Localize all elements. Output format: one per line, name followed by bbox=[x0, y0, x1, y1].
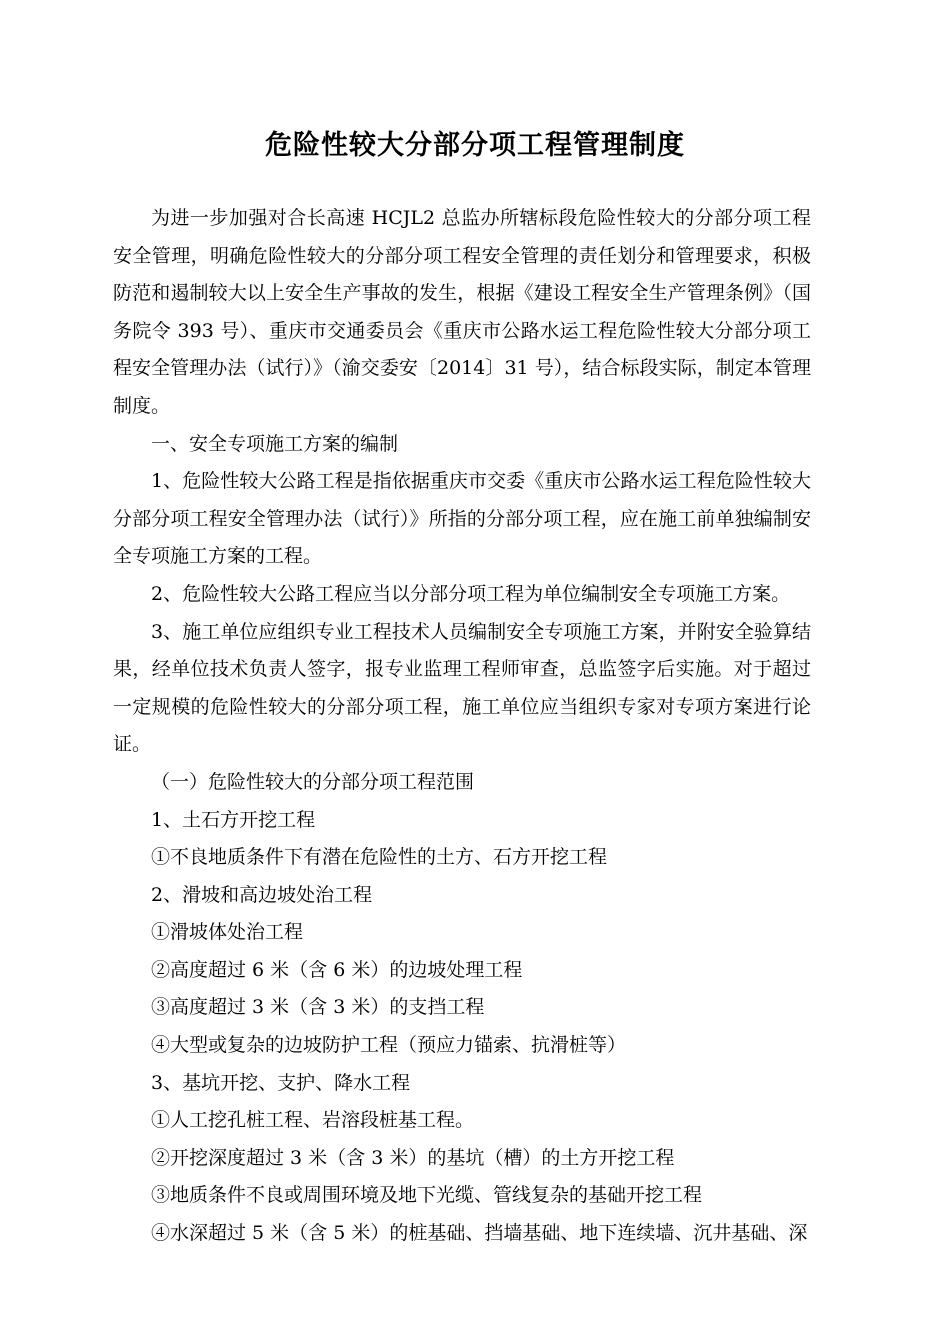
document-title: 危险性较大分部分项工程管理制度 bbox=[265, 130, 685, 162]
list-item: ③高度超过 3 米（含 3 米）的支挡工程 bbox=[151, 996, 485, 1019]
list-item: ③地质条件不良或周围环境及地下光缆、管线复杂的基础开挖工程 bbox=[151, 1184, 703, 1207]
document-body bbox=[113, 200, 811, 1253]
category-heading: 3、基坑开挖、支护、降水工程 bbox=[151, 1071, 411, 1094]
intro-paragraph: 为进一步加强对合长高速 HCJL2 总监办所辖标段危险性较大的分部分项工程安全管理，明确危险性较大的分部分项工程安全管理的责任划分和管理要求，积极防范和遏制较大以上安全生产事故的发生，根据《建设工程安全生产管理条例》（国务院令 393 号）、重庆市交通委员会《重庆市公路水运工程危险性较大分部分项工程安全管理办法（试行）》（渝交委安〔2014〕31 号），结合标段实际，制定本管理制度。 bbox=[113, 207, 811, 417]
list-item: ①人工挖孔桩工程、岩溶段桩基工程。 bbox=[151, 1109, 475, 1132]
subsection-heading: （一）危险性较大的分部分项工程范围 bbox=[151, 770, 475, 793]
clause-paragraph: 1、危险性较大公路工程是指依据重庆市交委《重庆市公路水运工程危险性较大分部分项工程安全管理办法（试行）》所指的分部分项工程，应在施工前单独编制安全专项施工方案的工程。 bbox=[113, 470, 811, 568]
clause-paragraph: 2、危险性较大公路工程应当以分部分项工程为单位编制安全专项施工方案。 bbox=[151, 582, 791, 605]
clause-paragraph: 3、施工单位应组织专业工程技术人员编制安全专项施工方案，并附安全验算结果，经单位技术负责人签字，报专业监理工程师审查，总监签字后实施。对于超过一定规模的危险性较大的分部分项工程，施工单位应当组织专家对专项方案进行论证。 bbox=[113, 620, 811, 756]
list-item: ④大型或复杂的边坡防护工程（预应力锚索、抗滑桩等） bbox=[151, 1034, 627, 1057]
list-item: ②高度超过 6 米（含 6 米）的边坡处理工程 bbox=[151, 958, 523, 981]
list-item: ②开挖深度超过 3 米（含 3 米）的基坑（槽）的土方开挖工程 bbox=[151, 1146, 675, 1169]
list-item: ①滑坡体处治工程 bbox=[151, 921, 304, 944]
list-item: ④水深超过 5 米（含 5 米）的桩基础、挡墙基础、地下连续墙、沉井基础、深 bbox=[151, 1222, 808, 1245]
category-heading: 2、滑坡和高边坡处治工程 bbox=[151, 883, 373, 906]
list-item: ①不良地质条件下有潜在危险性的土方、石方开挖工程 bbox=[151, 846, 608, 869]
section-heading: 一、安全专项施工方案的编制 bbox=[151, 432, 399, 455]
category-heading: 1、土石方开挖工程 bbox=[151, 808, 316, 831]
